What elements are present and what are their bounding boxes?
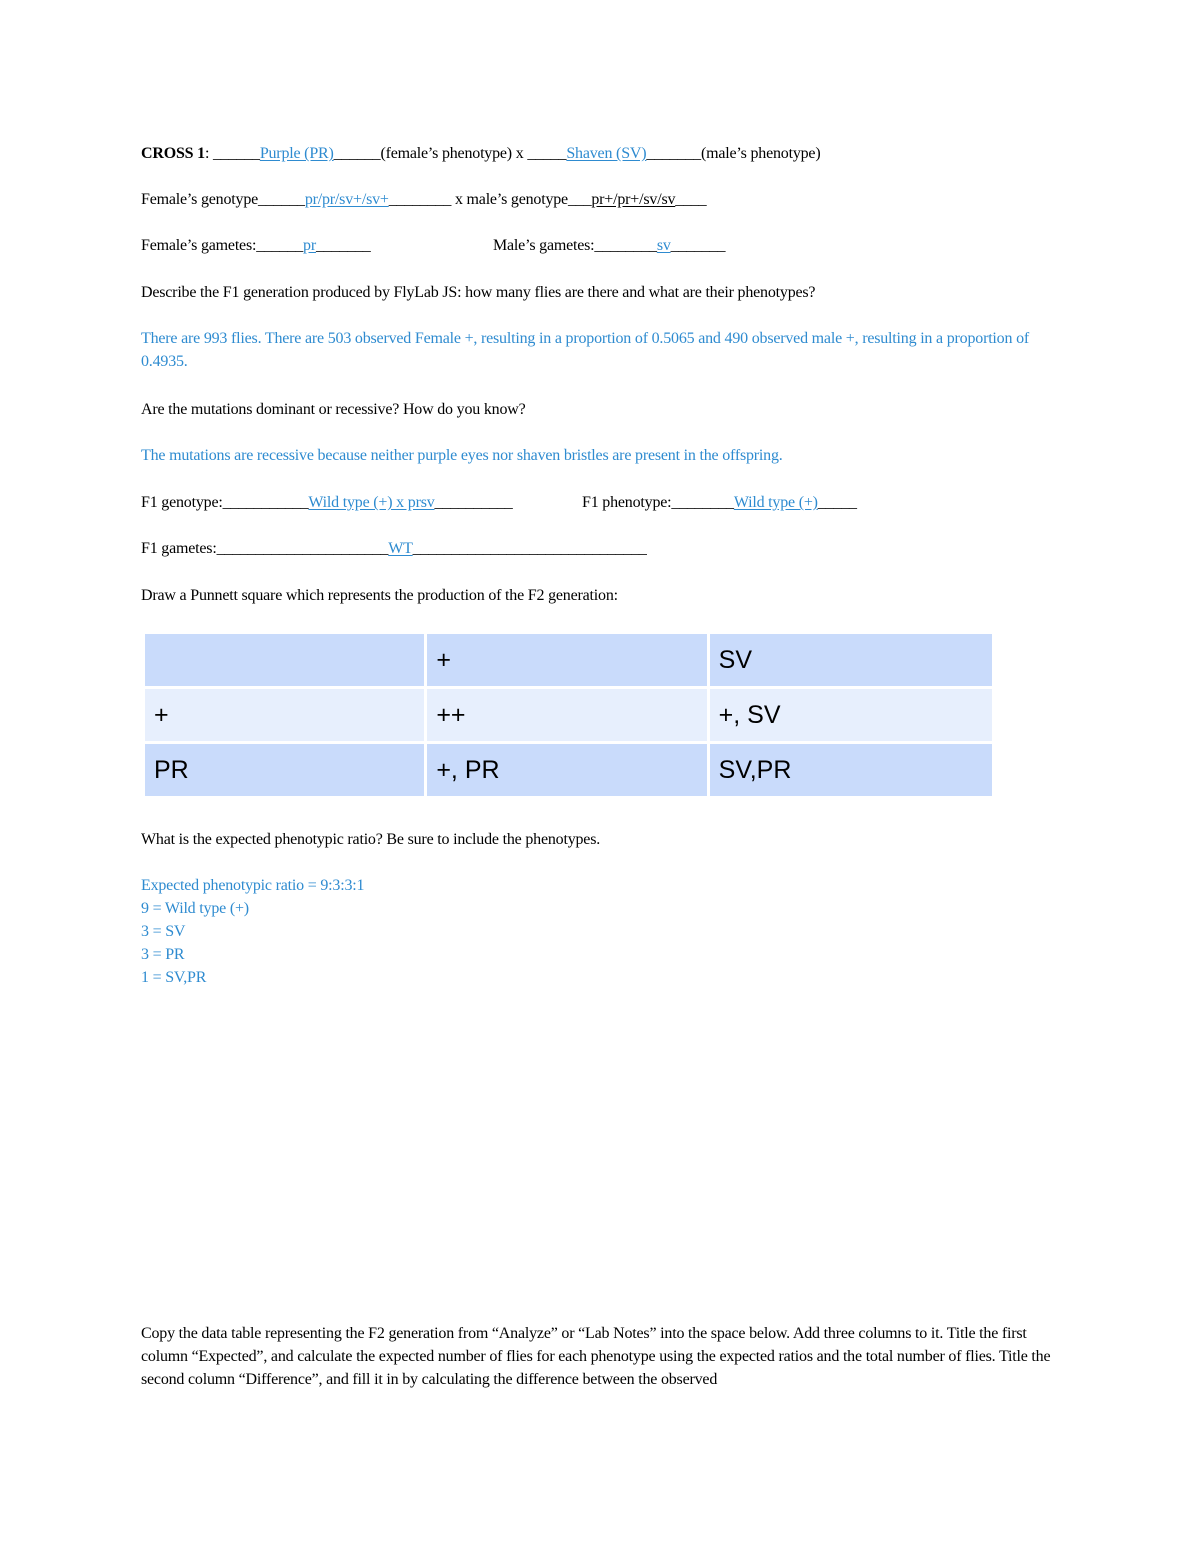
male-phenotype-answer: Shaven (SV) [566,145,647,162]
ratio-line: 1 = SV,PR [141,969,207,986]
punnett-cell: + [427,634,706,686]
punnett-row [145,744,992,796]
f1-phenotype-line: F1 phenotype:________Wild type (+)_____ [582,494,857,511]
punnett-row [145,689,992,741]
ratio-line: 3 = PR [141,946,185,963]
punnett-cell: PR [145,744,424,796]
female-phenotype-answer: Purple (PR) [259,145,334,162]
punnett-cell: +, PR [427,744,706,796]
f1-phenotype-answer: Wild type (+) [733,494,818,511]
genotype-line: Female’s genotype______pr/pr/sv+/sv+________ x male’s genotype___pr+/pr+/sv/sv____ [141,191,707,208]
dominance-answer: The mutations are recessive because neither purple eyes nor shaven bristles are present in the offspring. [141,447,783,464]
f1-genotype-line: F1 genotype:___________Wild type (+) x prsv__________ [141,494,513,511]
punnett-square [142,631,995,799]
ratio-heading: Expected phenotypic ratio = 9:3:3:1 [141,877,365,894]
punnett-row [145,634,992,686]
copy-instructions: Copy the data table representing the F2 generation from “Analyze” or “Lab Notes” into the space below. Add three columns to it. Title the first column “Expected”, and calculate the expected number of flies for each phenotype using the expected ratios and the total number of flies. Title the second column “Difference”, and fill it in by calculating the difference between the observed [141,1325,1051,1388]
f1-gametes-answer: WT [388,540,413,557]
ratio-line: 9 = Wild type (+) [141,900,249,917]
punnett-cell [145,634,424,686]
punnett-cell: + [145,689,424,741]
punnett-cell: SV [710,634,992,686]
f1-answer: There are 993 flies. There are 503 observed Female +, resulting in a proportion of 0.5065 and 490 observed male +, resulting in a proportion of 0.4935. [141,330,1030,370]
male-gametes-line: Male’s gametes:________sv_______ [493,237,726,254]
male-genotype-answer: pr+/pr+/sv/sv [591,191,676,208]
gametes-line: Female’s gametes:______pr_______ [141,237,371,254]
punnett-cell: ++ [427,689,706,741]
cross1-line: CROSS 1: ______Purple (PR)______(female’s phenotype) x _____Shaven (SV)_______(male’s phenotype) [141,145,821,162]
dominance-question: Are the mutations dominant or recessive? How do you know? [141,401,526,418]
punnett-cell: SV,PR [710,744,992,796]
cross1-label: CROSS 1 [141,145,205,162]
f1-question: Describe the F1 generation produced by FlyLab JS: how many flies are there and what are their phenotypes? [141,284,816,301]
male-gametes-answer: sv [656,237,671,254]
ratio-question: What is the expected phenotypic ratio? Be sure to include the phenotypes. [141,831,601,848]
ratio-line: 3 = SV [141,923,186,940]
female-genotype-answer: pr/pr/sv+/sv+ [304,191,389,208]
female-gametes-answer: pr [303,237,316,254]
punnett-question: Draw a Punnett square which represents the production of the F2 generation: [141,587,618,604]
punnett-cell: +, SV [710,689,992,741]
f1-genotype-answer: Wild type (+) x prsv [308,494,435,511]
f1-gametes-line: F1 gametes:______________________WT______________________________ [141,540,647,557]
